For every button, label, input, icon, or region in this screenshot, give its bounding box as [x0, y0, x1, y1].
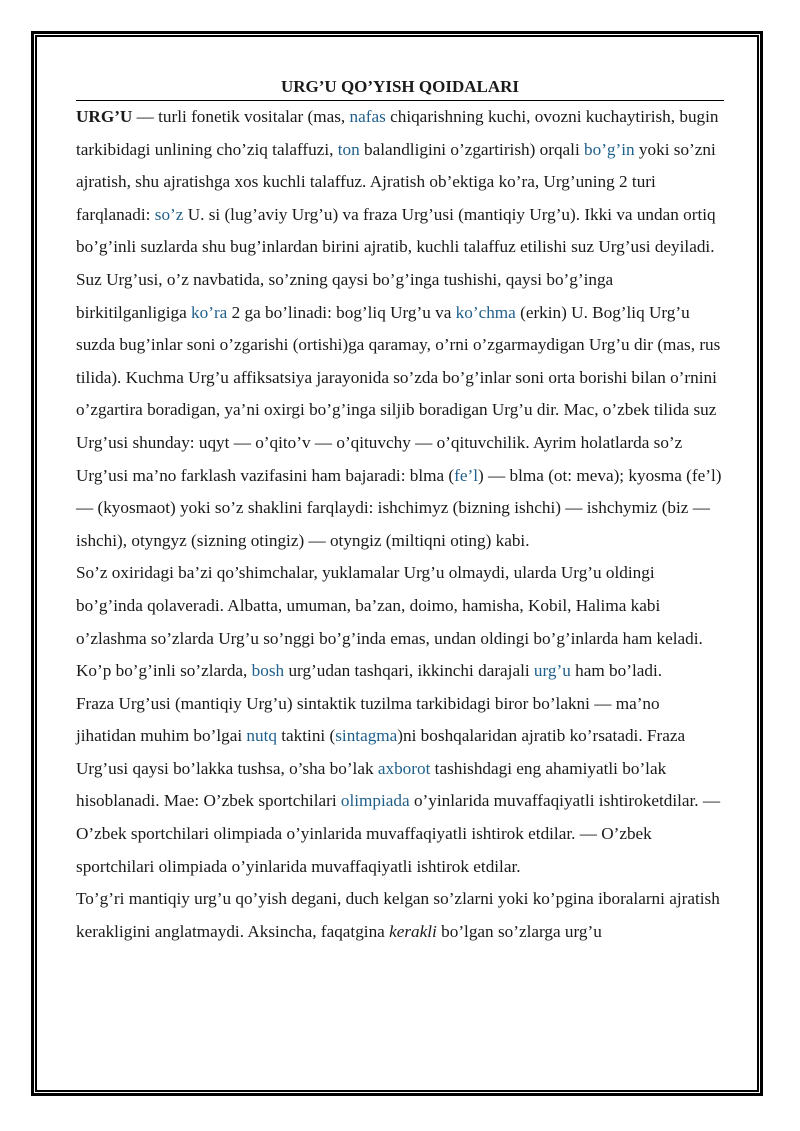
- hyperlink[interactable]: fe’l: [454, 465, 479, 485]
- text-run: taktini (: [276, 726, 336, 746]
- hyperlink[interactable]: ton: [337, 139, 360, 159]
- paragraph: [76, 101, 724, 557]
- paragraphs: [76, 101, 724, 948]
- document-title: URG’U QO’YISH QOIDALARI: [76, 74, 724, 101]
- hyperlink[interactable]: olimpiada: [340, 791, 410, 811]
- term-bold: URG’U: [76, 107, 133, 126]
- paragraph: [76, 688, 724, 884]
- document-body: [76, 74, 724, 948]
- hyperlink[interactable]: bo’g’in: [584, 139, 635, 159]
- text-run: ham bo’ladi.: [570, 661, 663, 681]
- text-run: bo’lgan so’zlarga urg’u: [436, 921, 602, 941]
- hyperlink[interactable]: axborot: [377, 758, 431, 778]
- paragraph: [76, 557, 724, 687]
- emphasis-text: kerakli: [389, 921, 437, 941]
- hyperlink[interactable]: ko’ra: [191, 302, 228, 322]
- paragraph: [76, 883, 724, 948]
- hyperlink[interactable]: nafas: [349, 107, 386, 126]
- text-run: chiqarishning kuchi, ovozni kuchaytirish, bugin tarkibidagi unlining cho’ziq talaffuzi,: [76, 107, 719, 159]
- text-run: o’yinlarida muvaffaqiyatli ishtiroketdilar. — O’zbek sportchilari olimpiada o’yinlarida muvaffaqiyatli ishtirok etdilar. — O’zbek sportchilari olimpiada o’yinlarida muvaffaqiyatli ishtirok etdilar.: [76, 791, 721, 876]
- text-run: 2 ga bo’linadi: bog’liq Urg’u va: [227, 302, 456, 322]
- text-run: ) — blma (ot: meva); kyosma (fe’l) — (kyosmaot) yoki so’z shaklini farqlaydi: ishchimyz (bizning ishchi) — ishchymiz (biz — ishchi), otyngyz (sizning otingiz) — otyngiz (miltiqni oting) kabi.: [76, 465, 722, 550]
- text-run: U. si (lug’aviy Urg’u) va fraza Urg’usi (mantiqiy Urg’u). Ikki va undan ortiq bo’g’inli suzlarda shu bug’inlardan birini ajratib, kuchli talaffuz etilishi suz Urg’usi deyiladi. Suz Urg’usi, o’z navbatida, so’zning qaysi bo’g’inga tushishi, qaysi bo’g’inga birkitilganligiga: [76, 204, 716, 322]
- hyperlink[interactable]: bosh: [251, 661, 285, 681]
- text-run: (erkin) U. Bog’liq Urg’u suzda bug’inlar soni o’zgarishi (ortishi)ga qaramay, o’rni o’zgarmaydigan Urg’u dir (mas, rus tilida). Kuchma Urg’u affiksatsiya jarayonida so’zda bo’g’inlar soni orta borishi bilan o’rnini o’zgartira boradigan, ya’ni oxirgi bo’g’inga siljib boradigan Urg’u dir. Mac, o’zbek tilida suz Urg’usi shunday: uqyt — o’qito’v — o’qituvchy — o’qituvchilik. Ayrim holatlarda so’z Urg’usi ma’no farklash vazifasini ham bajaradi: blma (: [76, 302, 721, 485]
- text-run: To’g’ri mantiqiy urg’u qo’yish degani, duch kelgan so’zlarni yoki ko’pgina iboralarni ajratish kerakligini anglatmaydi. Aksincha, faqatgina: [76, 889, 720, 941]
- hyperlink[interactable]: so’z: [154, 204, 184, 224]
- hyperlink[interactable]: ko’chma: [455, 302, 516, 322]
- text-run: tashishdagi eng ahamiyatli bo’lak hisoblanadi. Mae: O’zbek sportchilari: [76, 758, 667, 811]
- hyperlink[interactable]: nutq: [246, 726, 277, 746]
- text-run: — turli fonetik vositalar (mas,: [132, 107, 350, 126]
- text-run: balandligini o’zgartirish) orqali: [359, 139, 585, 159]
- text-run: )ni boshqalaridan ajratib ko’rsatadi. Fraza Urg’usi qaysi bo’lakka tushsa, o’sha bo’lak: [76, 726, 686, 778]
- text-run: Fraza Urg’usi (mantiqiy Urg’u) sintaktik tuzilma tarkibidagi biror bo’lakni — ma’no jihatidan muhim bo’lgai: [76, 693, 660, 746]
- hyperlink[interactable]: urg’u: [533, 661, 571, 681]
- text-run: yoki so’zni ajratish, shu ajratishga xos kuchli talaffuz. Ajratish ob’ektiga ko’ra, Urg’uning 2 turi farqlanadi:: [76, 139, 716, 224]
- hyperlink[interactable]: sintagma: [335, 726, 398, 746]
- text-run: urg’udan tashqari, ikkinchi darajali: [284, 661, 534, 681]
- text-run: So’z oxiridagi ba’zi qo’shimchalar, yuklamalar Urg’u olmaydi, ularda Urg’u oldingi bo’g’inda qolaveradi. Albatta, umuman, ba’zan, doimo, hamisha, Kobil, Halima kabi o’zlashma so’zlarda Urg’u so’nggi bo’g’inda emas, undan oldingi bo’g’inlarda ham keladi. Ko’p bo’g’inli so’zlarda,: [76, 563, 703, 681]
